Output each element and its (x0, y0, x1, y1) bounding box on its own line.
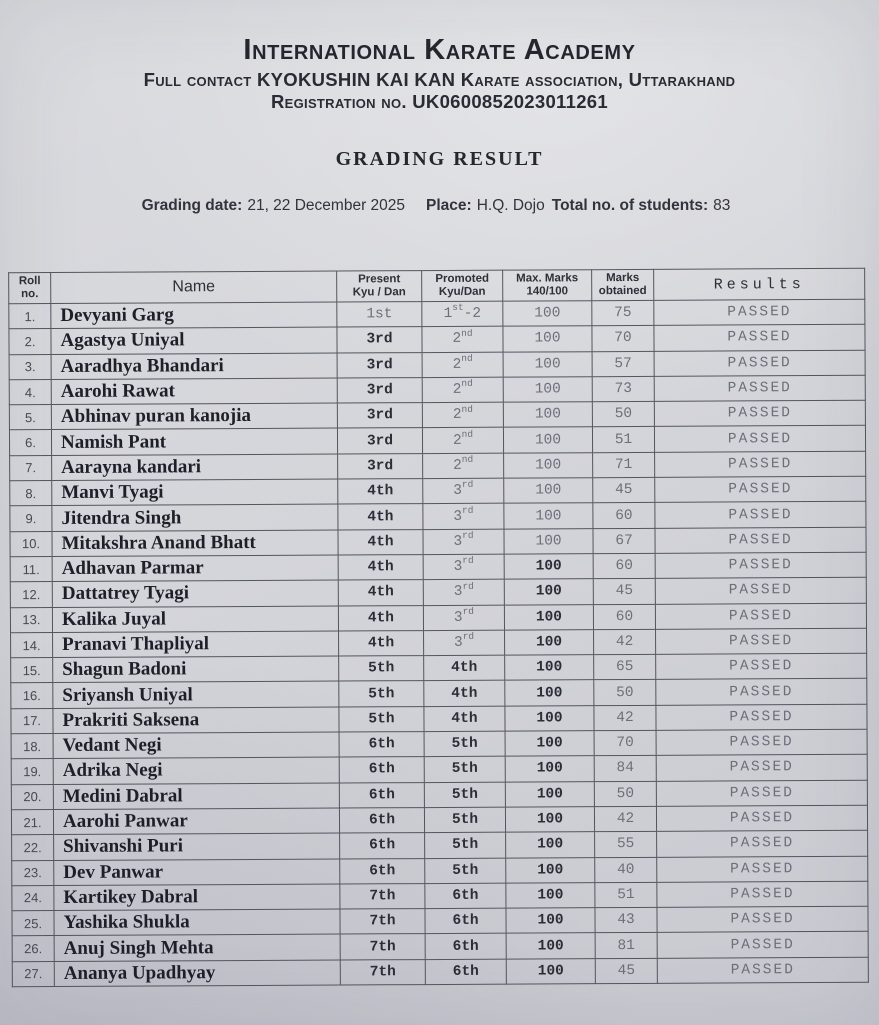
promoted-base: 4th (451, 685, 478, 702)
present-kyu-cell: 4th (338, 580, 423, 606)
col-header-max-marks-line2: 140/100 (526, 285, 569, 298)
association-name: Full contact KYOKUSHIN KAI KAN Karate association, Uttarakhand (143, 69, 736, 90)
promoted-kyu-cell (422, 377, 503, 403)
results-table-body (9, 299, 869, 986)
marks-obtained-cell: 55 (595, 832, 657, 858)
promoted-ordinal-suffix: rd (462, 630, 475, 643)
name-cell: Adhavan Parmar (52, 555, 338, 582)
promoted-kyu-cell (424, 782, 505, 808)
promoted-base: 2 (452, 432, 462, 449)
promoted-base: 4th (451, 660, 478, 677)
promoted-base: 6th (452, 938, 479, 955)
roll-cell: 22. (12, 835, 54, 861)
roll-cell: 17. (11, 708, 53, 734)
promoted-base: 5th (451, 761, 478, 778)
max-marks-cell: 100 (505, 680, 594, 706)
roll-cell: 25. (12, 911, 54, 937)
marks-obtained-cell: 70 (594, 730, 656, 756)
name-cell: Ananya Upadhyay (54, 960, 340, 987)
result-cell: PASSED (655, 451, 866, 477)
results-table-wrap (8, 268, 869, 987)
present-kyu-cell: 7th (340, 934, 425, 960)
present-kyu-cell: 3rd (337, 377, 422, 403)
name-cell: Anuj Singh Mehta (54, 934, 340, 961)
promoted-ordinal-suffix: rd (461, 479, 474, 491)
name-cell: Namish Pant (51, 429, 337, 456)
max-marks-cell: 100 (503, 427, 592, 453)
name-cell: Abhinav puran kanojia (51, 403, 337, 430)
place-value: H.Q. Dojo (476, 197, 545, 214)
result-cell: PASSED (654, 299, 865, 325)
name-cell: Dev Panwar (54, 859, 340, 886)
promoted-base: 4th (451, 710, 478, 727)
marks-obtained-cell: 43 (595, 907, 657, 933)
name-cell: Kalika Juyal (52, 606, 338, 633)
promoted-kyu-cell (423, 504, 504, 530)
promoted-kyu-cell (424, 681, 505, 707)
roll-cell: 23. (12, 860, 54, 886)
total-students-value: 83 (713, 197, 731, 214)
promoted-ordinal-suffix: nd (461, 352, 473, 364)
col-header-present-line1: Present (358, 273, 401, 286)
academy-name: International Karate Academy (243, 34, 636, 66)
promoted-kyu-cell (424, 731, 505, 757)
max-marks-cell: 100 (506, 933, 595, 959)
promoted-ordinal-suffix: rd (462, 529, 474, 541)
col-header-marks-obtained-line1: Marks (606, 271, 640, 285)
name-cell: Kartikey Dabral (54, 884, 340, 911)
promoted-kyu-cell (423, 453, 504, 479)
promoted-base: 2 (452, 356, 462, 373)
marks-obtained-cell: 51 (595, 882, 657, 908)
promoted-base: 3 (453, 634, 463, 651)
marks-obtained-cell: 42 (594, 629, 656, 655)
name-cell: Shagun Badoni (53, 656, 339, 683)
roll-cell: 26. (12, 936, 54, 962)
place-label: Place: (426, 197, 472, 214)
marks-obtained-cell: 84 (594, 756, 656, 782)
promoted-base: 3 (453, 584, 463, 601)
name-cell: Manvi Tyagi (52, 479, 338, 506)
marks-obtained-cell: 50 (594, 781, 656, 807)
result-cell: PASSED (657, 932, 868, 958)
roll-cell: 19. (11, 759, 53, 785)
promoted-kyu-cell (422, 326, 503, 352)
max-marks-cell: 100 (504, 478, 593, 504)
max-marks-cell: 100 (505, 756, 594, 782)
present-kyu-cell: 6th (339, 732, 424, 758)
promoted-base: 6th (452, 887, 479, 904)
col-header-results: Results (654, 268, 865, 300)
promoted-base: 2 (453, 457, 462, 474)
promoted-ordinal-suffix: nd (461, 327, 473, 339)
promoted-kyu-cell (423, 529, 504, 555)
name-cell: Vedant Negi (53, 732, 339, 759)
result-cell: PASSED (654, 426, 865, 452)
promoted-kyu-cell (423, 605, 504, 631)
name-cell: Jitendra Singh (52, 504, 338, 531)
promoted-base: 2 (452, 381, 462, 398)
marks-obtained-cell: 60 (593, 604, 655, 630)
name-cell: Shivanshi Puri (54, 833, 340, 860)
promoted-kyu-cell (423, 579, 504, 605)
promoted-base: 5th (452, 862, 479, 879)
present-kyu-cell: 4th (338, 529, 423, 555)
promoted-kyu-cell (424, 807, 505, 833)
name-cell: Prakriti Saksena (53, 707, 339, 734)
max-marks-cell: 100 (505, 655, 594, 681)
promoted-kyu-cell (425, 858, 506, 884)
roll-cell: 15. (11, 658, 53, 684)
roll-cell: 27. (12, 961, 54, 987)
promoted-base: 6th (452, 913, 479, 930)
name-cell: Devyani Garg (51, 302, 337, 329)
present-kyu-cell: 4th (338, 479, 423, 505)
max-marks-cell: 100 (504, 528, 593, 554)
present-kyu-cell: 3rd (337, 327, 422, 353)
present-kyu-cell: 6th (340, 858, 425, 884)
max-marks-cell: 100 (504, 604, 593, 630)
present-kyu-cell: 4th (338, 555, 423, 581)
name-cell: Agastya Uniyal (51, 327, 337, 354)
marks-obtained-cell: 75 (592, 300, 654, 326)
max-marks-cell: 100 (503, 326, 592, 352)
present-kyu-cell: 6th (339, 782, 424, 808)
roll-cell: 12. (10, 582, 52, 608)
roll-cell: 11. (10, 556, 52, 582)
promoted-base: 3 (453, 609, 463, 626)
max-marks-cell: 100 (503, 377, 592, 403)
present-kyu-cell: 7th (340, 959, 425, 985)
result-cell: PASSED (656, 805, 867, 831)
present-kyu-cell: 5th (339, 706, 424, 732)
promoted-kyu-cell (422, 352, 503, 378)
present-kyu-cell: 6th (340, 833, 425, 859)
present-kyu-cell: 6th (339, 808, 424, 834)
name-cell: Yashika Shukla (54, 909, 340, 936)
roll-cell: 13. (10, 607, 52, 633)
marks-obtained-cell: 60 (593, 503, 655, 529)
result-cell: PASSED (656, 729, 867, 755)
promoted-kyu-cell (422, 428, 503, 454)
result-cell: PASSED (656, 704, 867, 730)
result-cell: PASSED (657, 830, 868, 856)
name-cell: Aaradhya Bhandari (51, 353, 337, 380)
marks-obtained-cell: 50 (594, 680, 656, 706)
marks-obtained-cell: 65 (594, 655, 656, 681)
promoted-ordinal-suffix: rd (462, 605, 474, 617)
present-kyu-cell: 6th (339, 757, 424, 783)
max-marks-cell: 100 (504, 452, 593, 478)
name-cell: Dattatrey Tyagi (52, 580, 338, 607)
roll-cell: 9. (10, 506, 52, 532)
roll-cell: 16. (11, 683, 53, 709)
promoted-tail: -2 (463, 305, 482, 323)
present-kyu-cell: 3rd (338, 453, 423, 479)
table-row (12, 957, 868, 987)
result-cell: PASSED (655, 476, 866, 502)
result-cell: PASSED (655, 603, 866, 629)
present-kyu-cell: 7th (340, 909, 425, 935)
document-title: GRADING RESULT (335, 148, 544, 170)
present-kyu-cell: 7th (340, 883, 425, 909)
name-cell: Aarohi Panwar (53, 808, 339, 835)
result-cell: PASSED (655, 527, 866, 553)
col-header-promoted (422, 270, 503, 301)
name-cell: Pranavi Thapliyal (53, 631, 339, 658)
max-marks-cell: 100 (505, 781, 594, 807)
result-cell: PASSED (655, 578, 866, 604)
marks-obtained-cell: 70 (592, 326, 654, 352)
promoted-kyu-cell (425, 832, 506, 858)
promoted-kyu-cell (424, 706, 505, 732)
promoted-ordinal-suffix: rd (461, 504, 474, 516)
max-marks-cell: 100 (504, 579, 593, 605)
present-kyu-cell: 3rd (337, 352, 422, 378)
promoted-base: 3 (453, 483, 462, 500)
col-header-name: Name (51, 271, 337, 303)
col-header-max-marks (503, 270, 592, 301)
promoted-base: 1 (443, 306, 453, 323)
grading-meta-line (0, 197, 879, 215)
result-cell: PASSED (655, 552, 866, 578)
result-cell: PASSED (654, 325, 865, 351)
max-marks-cell: 100 (506, 857, 595, 883)
max-marks-cell: 100 (506, 908, 595, 934)
marks-obtained-cell: 51 (592, 427, 654, 453)
promoted-ordinal-suffix: st (452, 302, 464, 314)
promoted-kyu-cell (425, 908, 506, 934)
letterhead (0, 34, 879, 113)
present-kyu-cell: 5th (339, 656, 424, 682)
total-students-label: Total no. of students: (551, 197, 709, 214)
promoted-base: 5th (452, 837, 479, 854)
grading-date-label: Grading date: (141, 197, 243, 214)
marks-obtained-cell: 57 (592, 351, 654, 377)
promoted-ordinal-suffix: nd (461, 403, 473, 415)
result-cell: PASSED (655, 502, 866, 528)
roll-cell: 14. (11, 632, 53, 658)
result-cell: PASSED (656, 679, 867, 705)
result-cell: PASSED (656, 755, 867, 781)
col-header-marks-obtained-line2: obtained (598, 284, 647, 298)
max-marks-cell: 100 (505, 705, 594, 731)
roll-cell: 10. (10, 531, 52, 557)
promoted-kyu-cell (423, 554, 504, 580)
max-marks-cell: 100 (503, 301, 592, 327)
name-cell: Aarayna kandari (52, 454, 338, 481)
max-marks-cell: 100 (506, 958, 595, 984)
marks-obtained-cell: 73 (592, 376, 654, 402)
table-header-row (9, 268, 865, 303)
roll-cell: 5. (9, 405, 51, 431)
promoted-kyu-cell (424, 630, 505, 656)
roll-cell: 7. (10, 455, 52, 481)
name-cell: Aarohi Rawat (51, 378, 337, 405)
marks-obtained-cell: 40 (595, 857, 657, 883)
grading-date-value: 21, 22 December 2025 (247, 197, 406, 214)
col-header-max-marks-line1: Max. Marks (516, 272, 579, 285)
result-cell: PASSED (657, 881, 868, 907)
present-kyu-cell: 4th (338, 605, 423, 631)
promoted-kyu-cell (424, 756, 505, 782)
max-marks-cell: 100 (506, 832, 595, 858)
max-marks-cell: 100 (504, 554, 593, 580)
result-cell: PASSED (656, 628, 867, 654)
promoted-base: 5th (451, 786, 478, 803)
promoted-ordinal-suffix: nd (461, 453, 474, 465)
max-marks-cell: 100 (505, 731, 594, 757)
results-table (8, 268, 869, 987)
promoted-ordinal-suffix: nd (461, 378, 473, 390)
marks-obtained-cell: 67 (593, 528, 655, 554)
promoted-kyu-cell (423, 478, 504, 504)
promoted-kyu-cell (425, 959, 506, 985)
promoted-kyu-cell (425, 883, 506, 909)
promoted-ordinal-suffix: rd (462, 555, 474, 567)
roll-cell: 2. (9, 329, 51, 355)
roll-cell: 24. (12, 885, 54, 911)
promoted-base: 5th (451, 811, 479, 829)
name-cell: Medini Dabral (53, 783, 339, 810)
marks-obtained-cell: 60 (593, 553, 655, 579)
marks-obtained-cell: 81 (595, 933, 657, 959)
registration-number: Registration no. UK0600852023011261 (271, 91, 608, 112)
col-header-promoted-line2: Kyu/Dan (438, 285, 486, 298)
marks-obtained-cell: 42 (594, 806, 656, 832)
promoted-base: 6th (452, 963, 479, 980)
roll-cell: 21. (11, 809, 53, 835)
col-header-marks-obtained (592, 269, 654, 300)
name-cell: Mitakshra Anand Bhatt (52, 530, 338, 557)
promoted-base: 3 (453, 558, 463, 576)
roll-cell: 6. (9, 430, 51, 456)
present-kyu-cell: 5th (339, 681, 424, 707)
promoted-ordinal-suffix: nd (461, 428, 474, 440)
promoted-base: 3 (453, 508, 463, 525)
promoted-kyu-cell (425, 934, 506, 960)
max-marks-cell: 100 (506, 883, 595, 909)
promoted-ordinal-suffix: rd (462, 580, 474, 592)
max-marks-cell: 100 (504, 503, 593, 529)
max-marks-cell: 100 (505, 630, 594, 656)
present-kyu-cell: 4th (338, 504, 423, 530)
max-marks-cell: 100 (505, 807, 594, 833)
promoted-kyu-cell (422, 301, 503, 327)
promoted-kyu-cell (424, 655, 505, 681)
marks-obtained-cell: 50 (592, 402, 654, 428)
roll-cell: 3. (9, 354, 51, 380)
promoted-base: 5th (451, 735, 478, 753)
result-cell: PASSED (654, 400, 865, 426)
name-cell: Sriyansh Uniyal (53, 681, 339, 708)
col-header-roll-line1: Roll (18, 275, 41, 288)
roll-cell: 18. (11, 734, 53, 760)
roll-cell: 20. (11, 784, 53, 810)
roll-cell: 8. (10, 481, 52, 507)
present-kyu-cell: 4th (339, 630, 424, 656)
marks-obtained-cell: 45 (595, 958, 657, 984)
max-marks-cell: 100 (503, 402, 592, 428)
marks-obtained-cell: 45 (593, 477, 655, 503)
result-cell: PASSED (657, 957, 868, 983)
result-cell: PASSED (654, 375, 865, 401)
col-header-roll (9, 273, 51, 304)
roll-cell: 1. (9, 304, 51, 330)
marks-obtained-cell: 45 (593, 579, 655, 605)
col-header-present (337, 271, 422, 302)
marks-obtained-cell: 71 (593, 452, 655, 478)
result-cell: PASSED (656, 780, 867, 806)
promoted-base: 3 (453, 533, 463, 550)
result-cell: PASSED (657, 906, 868, 932)
result-cell: PASSED (654, 350, 865, 376)
max-marks-cell: 100 (503, 351, 592, 377)
col-header-promoted-line1: Promoted (435, 272, 490, 286)
col-header-present-line2: Kyu / Dan (352, 286, 406, 299)
result-cell: PASSED (657, 856, 868, 882)
col-header-roll-line2: no. (21, 288, 39, 301)
present-kyu-cell: 1st (337, 302, 422, 328)
roll-cell: 4. (9, 379, 51, 405)
present-kyu-cell: 3rd (337, 428, 422, 454)
present-kyu-cell: 3rd (337, 403, 422, 429)
promoted-kyu-cell (422, 402, 503, 428)
promoted-base: 2 (452, 407, 462, 424)
name-cell: Adrika Negi (53, 757, 339, 784)
marks-obtained-cell: 42 (594, 705, 656, 731)
result-cell: PASSED (656, 653, 867, 679)
promoted-base: 2 (452, 331, 462, 348)
